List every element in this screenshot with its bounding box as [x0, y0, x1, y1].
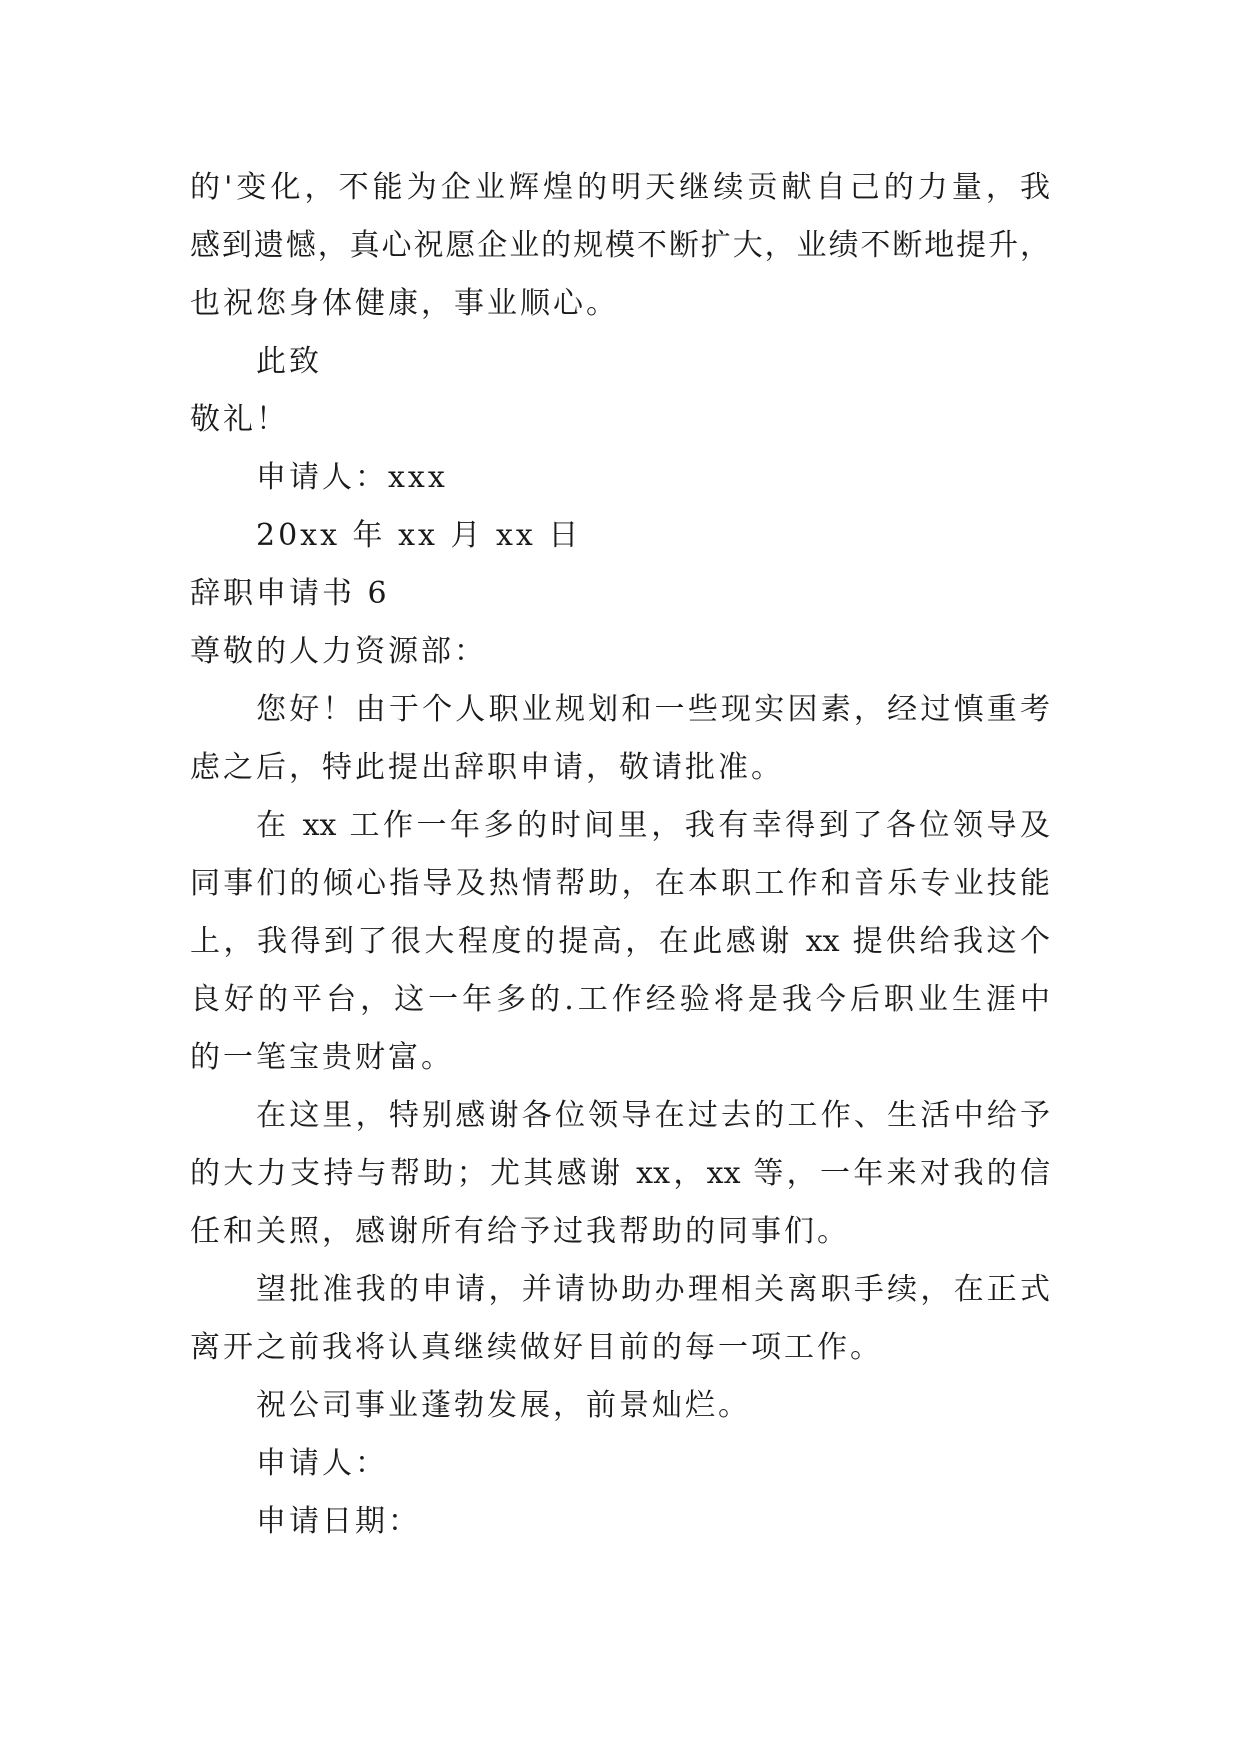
text-line: 的'变化，不能为企业辉煌的明天继续贡献自己的力量，我	[190, 170, 1050, 205]
greeting: 尊敬的人力资源部：	[190, 634, 487, 669]
closing-regards: 敬礼！	[190, 402, 289, 437]
text-line: 望批准我的申请，并请协助办理相关离职手续，在正式	[256, 1272, 1050, 1307]
text-line: 祝公司事业蓬勃发展，前景灿烂。	[256, 1388, 751, 1423]
text-line: 上，我得到了很大程度的提高，在此感谢 xx 提供给我这个	[190, 924, 1050, 959]
text-line: 在 xx 工作一年多的时间里，我有幸得到了各位领导及	[256, 808, 1050, 843]
text-line: 也祝您身体健康，事业顺心。	[190, 286, 619, 321]
application-date-label: 申请日期：	[256, 1504, 421, 1539]
text-line: 同事们的倾心指导及热情帮助，在本职工作和音乐专业技能	[190, 866, 1050, 901]
text-line: 任和关照，感谢所有给予过我帮助的同事们。	[190, 1214, 850, 1249]
text-line: 虑之后，特此提出辞职申请，敬请批准。	[190, 750, 784, 785]
text-line: 的大力支持与帮助；尤其感谢 xx，xx 等，一年来对我的信	[190, 1156, 1050, 1191]
text-line: 在这里，特别感谢各位领导在过去的工作、生活中给予	[256, 1098, 1050, 1133]
section-title: 辞职申请书 6	[190, 576, 390, 611]
text-line: 良好的平台，这一年多的.工作经验将是我今后职业生涯中	[190, 982, 1050, 1017]
text-line: 您好！由于个人职业规划和一些现实因素，经过慎重考	[256, 692, 1050, 727]
text-line: 感到遗憾，真心祝愿企业的规模不断扩大，业绩不断地提升，	[190, 228, 1050, 263]
date-line: 20xx 年 xx 月 xx 日	[256, 518, 582, 553]
applicant-label: 申请人：	[256, 1446, 388, 1481]
applicant-line: 申请人：xxx	[256, 460, 448, 495]
closing-salutation: 此致	[256, 344, 322, 379]
text-line: 离开之前我将认真继续做好目前的每一项工作。	[190, 1330, 883, 1365]
text-line: 的一笔宝贵财富。	[190, 1040, 454, 1075]
